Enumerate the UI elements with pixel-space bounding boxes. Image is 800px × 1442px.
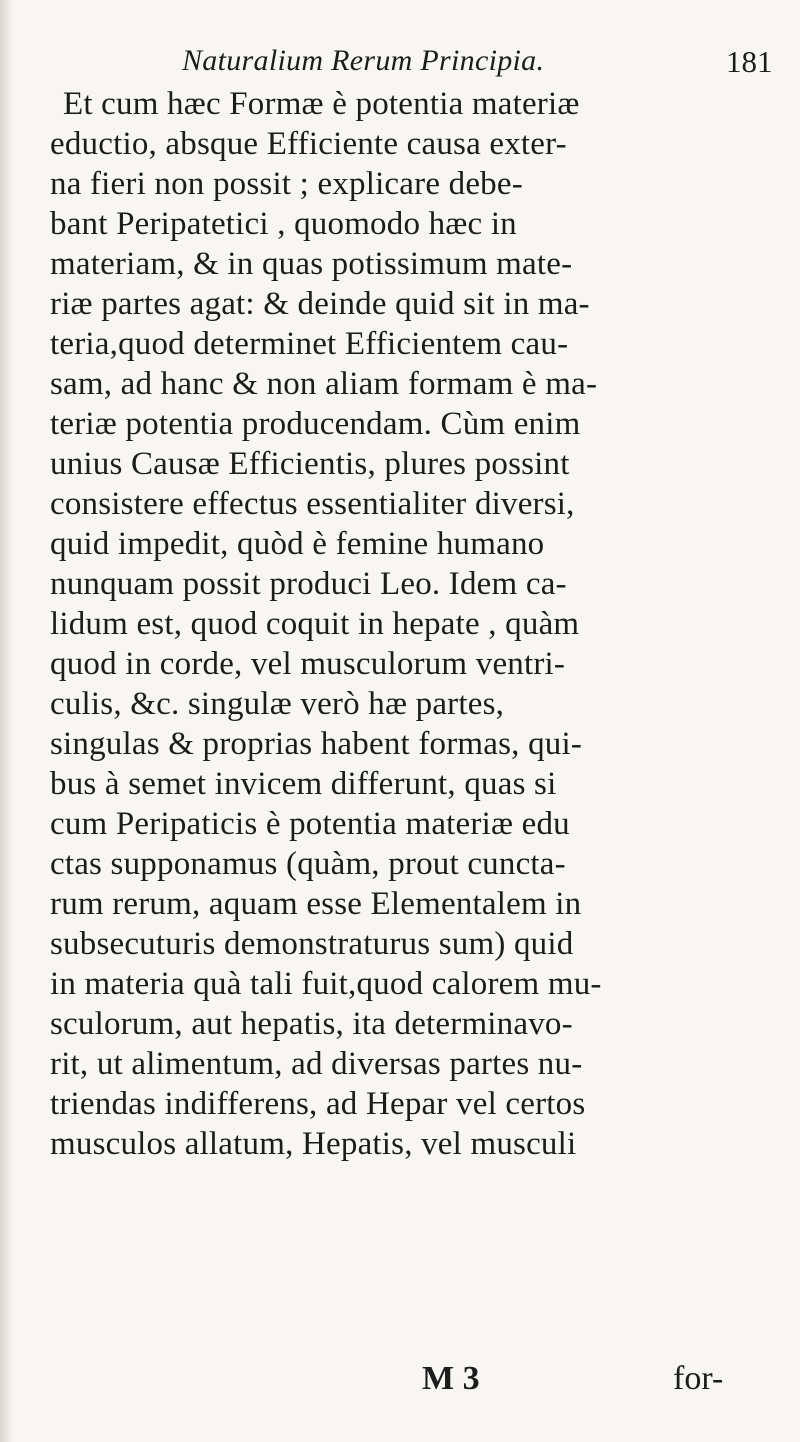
text-line: na fieri non possit ; explicare debe- (50, 166, 523, 202)
text-line: quid impedit, quòd è femine humano (50, 526, 545, 562)
signature-mark: M 3 (422, 1360, 480, 1397)
text-line: teria,quod determinet Efficientem cau- (50, 326, 569, 362)
gutter-shadow (0, 0, 14, 1442)
text-line: musculos allatum, Hepatis, vel musculi (50, 1126, 577, 1162)
text-line: nunquam possit produci Leo. Idem ca- (50, 566, 567, 602)
text-line: triendas indifferens, ad Hepar vel certos (50, 1086, 586, 1122)
text-line: riæ partes agat: & deinde quid sit in ma- (50, 286, 590, 322)
text-line: sculorum, aut hepatis, ita determinavo- (50, 1006, 573, 1042)
page-number: 181 (726, 44, 773, 79)
running-title: Naturalium Rerum Principia. (182, 44, 545, 77)
page-footer (0, 1360, 800, 1406)
text-line: in materia quà tali fuit,quod calorem mu- (50, 966, 602, 1002)
catchword: for- (673, 1360, 724, 1397)
text-line: singulas & proprias habent formas, qui- (50, 726, 583, 762)
text-line: bus à semet invicem differunt, quas si (50, 766, 557, 802)
text-line: teriæ potentia producendam. Cùm enim (50, 406, 581, 442)
text-line: subsecuturis demonstraturus sum) quid (50, 926, 574, 962)
text-line: rit, ut alimentum, ad diversas partes nu- (50, 1046, 583, 1082)
body-text (50, 84, 770, 1164)
text-line: ctas supponamus (quàm, prout cuncta- (50, 846, 566, 882)
text-line: culis, &c. singulæ verò hæ partes, (50, 686, 505, 722)
text-line: cum Peripaticis è potentia materiæ edu (50, 806, 570, 842)
text-line: bant Peripatetici , quomodo hæc in (50, 206, 517, 242)
text-line: rum rerum, aquam esse Elementalem in (50, 886, 582, 922)
text-line: materiam, & in quas potissimum mate- (50, 246, 573, 282)
text-line: sam, ad hanc & non aliam formam è ma- (50, 366, 598, 402)
text-line: lidum est, quod coquit in hepate , quàm (50, 606, 580, 642)
text-line: Et cum hæc Formæ è potentia materiæ (63, 86, 580, 122)
text-line: eductio, absque Efficiente causa exter- (50, 126, 567, 162)
text-line: quod in corde, vel musculorum ventri- (50, 646, 566, 682)
text-line: consistere effectus essentialiter diversi, (50, 486, 575, 522)
text-line: unius Causæ Efficientis, plures possint (50, 446, 570, 482)
